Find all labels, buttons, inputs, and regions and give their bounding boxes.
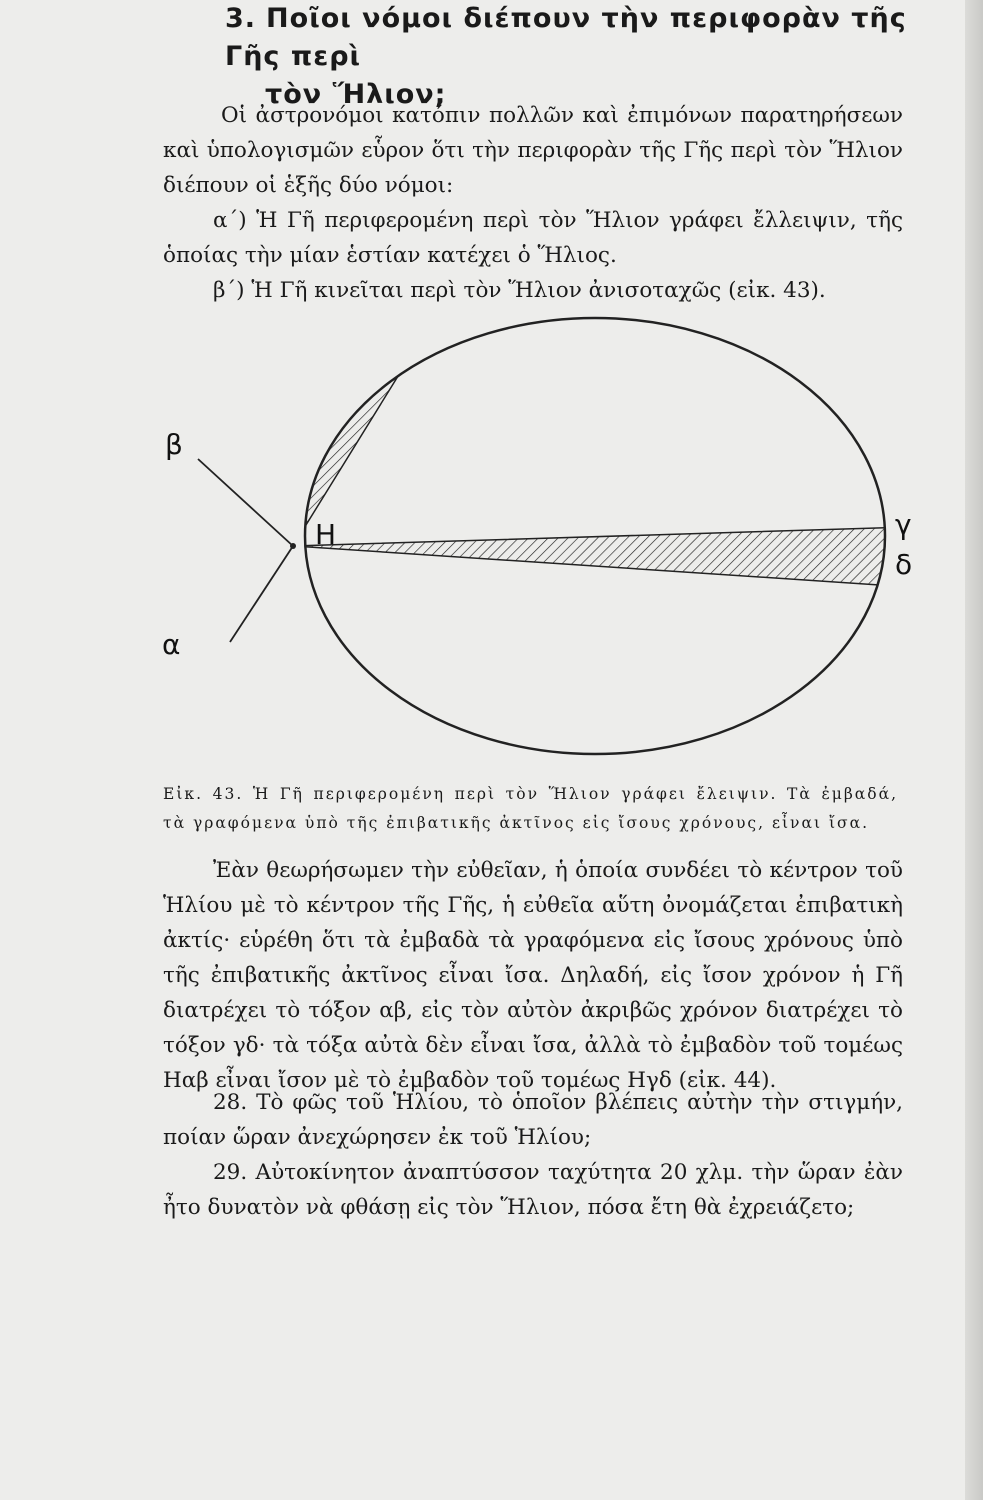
law-b-text: β΄) Ἡ Γῆ κινεῖται περὶ τὸν Ἥλιον ἀνισοταχῶς (εἰκ. 43). [213,278,826,303]
sun-point [290,543,296,549]
label-delta: δ [895,548,913,581]
law-a [163,203,903,273]
question-29 [163,1155,903,1225]
law-a-text: α΄) Ἡ Γῆ περιφερομένη περὶ τὸν Ἥλιον γράφει ἔλλειψιν, τῆς ὁποίας τὴν μίαν ἑστίαν κατέχει ὁ Ἥλιος. [163,208,903,268]
intro-text: Οἱ ἀστρονόμοι κατόπιν πολλῶν καὶ ἐπιμόνων παρατηρήσεων καὶ ὑπολογισμῶν εὗρον ὅτι τὴν περιφορὰν τῆς Γῆς περὶ τὸν Ἥλιον διέπουν οἱ ἑξῆς δύο νόμοι: [163,103,903,198]
label-alpha: α [162,628,181,661]
label-sun: Η [315,518,337,551]
question-28 [163,1085,903,1155]
body-text: Ἐὰν θεωρήσωμεν τὴν εὐθεῖαν, ἡ ὁποία συνδέει τὸ κέντρον τοῦ Ἡλίου μὲ τὸ κέντρον τῆς Γῆς, ἡ εὐθεῖα αὕτη ὀνομάζεται ἐπιβατικὴ ἀκτίς· εὑρέθη ὅτι τὰ ἐμβαδὰ τὰ γραφόμενα εἰς ἴσους χρόνους ὑπὸ τῆς ἐπιβατικῆς ἀκτῖνος εἶναι ἴσα. Δηλαδή, εἰς ἴσον χρόνον ἡ Γῆ διατρέχει τὸ τόξον αβ, εἰς τὸν αὐτὸν ἀκριβῶς χρόνον διατρέχει τὸ τόξον γδ· τὰ τόξα αὐτὰ δὲν εἶναι ἴσα, ἀλλὰ τὸ ἐμβαδὸν τοῦ τομέως Ηαβ εἶναι ἴσον μὲ τὸ ἐμβαδὸν τοῦ τομέως Ηγδ (εἰκ. 44). [163,858,903,1093]
sector-alpha-beta [130,372,293,732]
body-paragraph [163,853,903,1098]
question-29-text: 29. Αὐτοκίνητον ἀναπτύσσον ταχύτητα 20 χλμ. τὴν ὥραν ἐὰν ἦτο δυνατὸν νὰ φθάσῃ εἰς τὸν Ἥλιον, πόσα ἔτη θὰ ἐχρειάζετο; [163,1160,903,1220]
law-b [163,273,903,308]
section-heading [225,0,925,114]
page-edge [965,0,983,1500]
radius-beta [198,459,293,546]
heading-line-2: τὸν Ἥλιον; [265,79,447,110]
intro-paragraph [163,98,903,203]
figure-caption: Εἰκ. 43. Ἡ Γῆ περιφερομένη περὶ τὸν Ἥλιον γράφει ἔλειψιν. Τὰ ἐμβαδά, τὰ γραφόμενα ὑπὸ τῆς ἐπιβατικῆς ἀκτῖνος εἰς ἴσους χρόνους, εἶναι ἴσα. [163,785,898,832]
sector-gamma-delta [293,527,913,587]
kepler-ellipse-figure [150,312,913,772]
question-28-text: 28. Τὸ φῶς τοῦ Ἡλίου, τὸ ὁποῖον βλέπεις αὐτὴν τὴν στιγμήν, ποίαν ὥραν ἀνεχώρησεν ἐκ τοῦ Ἡλίου; [163,1090,903,1150]
heading-line-1: Ποῖοι νόμοι διέπουν τὴν περιφορὰν τῆς Γῆς περὶ [225,3,907,72]
radius-alpha [230,546,293,642]
section-number: 3. [225,3,257,34]
sector-top [293,292,450,546]
label-beta: β [165,428,183,461]
label-gamma: γ [895,508,912,541]
